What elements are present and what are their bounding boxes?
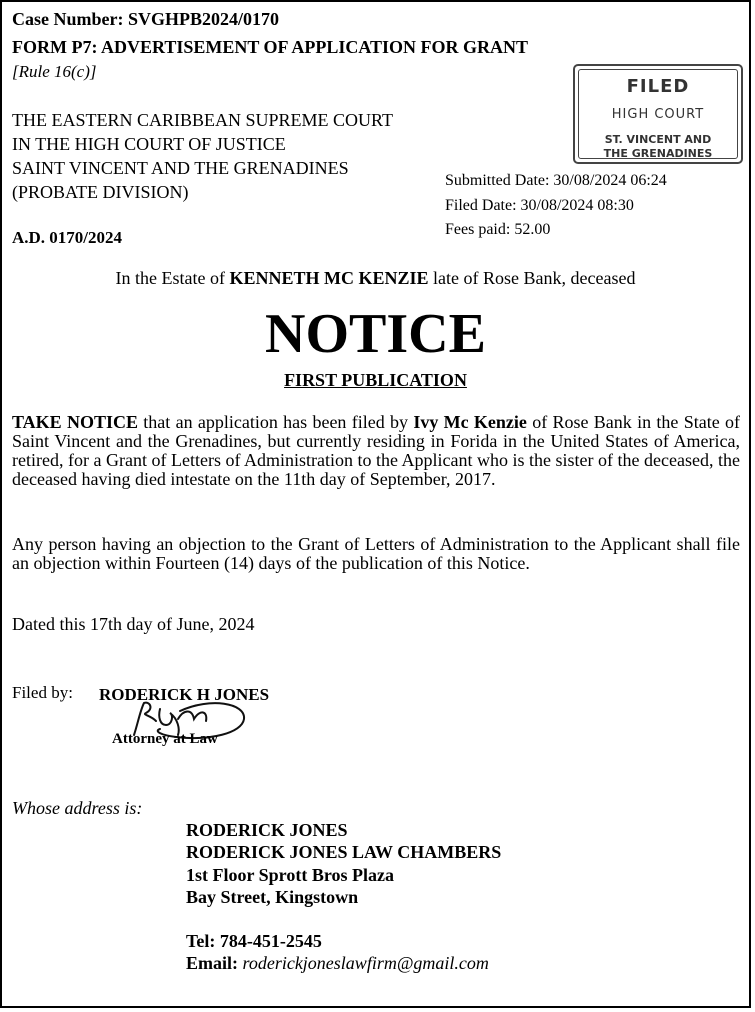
ad-number: A.D. 0170/2024 [12, 228, 123, 247]
email-value: roderickjoneslawfirm@gmail.com [238, 953, 489, 973]
address-tel: Tel: 784-451-2545 [186, 931, 322, 951]
attorney-name: RODERICK H JONES [99, 685, 270, 704]
estate-prefix: In the Estate of [115, 268, 230, 288]
court-division: IN THE HIGH COURT OF JUSTICE [12, 134, 286, 154]
applicant-name: Ivy Mc Kenzie [413, 412, 527, 432]
fees-paid: Fees paid: 52.00 [445, 221, 551, 238]
notice-paragraph [12, 413, 740, 489]
take-notice-lead: TAKE NOTICE [12, 412, 138, 432]
attorney-title: Attorney at Law [112, 731, 218, 747]
rule-reference: [Rule 16(c)] [12, 62, 97, 81]
stamp-court-label: HIGH COURT [611, 107, 705, 122]
case-number: Case Number: SVGHPB2024/0170 [12, 9, 279, 29]
stamp-location-line2: THE GRENADINES [603, 147, 713, 160]
publication-label: FIRST PUBLICATION [284, 370, 467, 390]
objection-paragraph: Any person having an objection to the Grant of Letters of Administration to the Applicant shall file an objection within Fourteen (14) days of the publication of this Notice. [12, 534, 740, 573]
notice-title: NOTICE [265, 303, 486, 365]
dated-line: Dated this 17th day of June, 2024 [12, 614, 255, 634]
court-name: THE EASTERN CARIBBEAN SUPREME COURT [12, 110, 393, 130]
filed-stamp [573, 64, 743, 164]
stamp-location-line1: ST. VINCENT AND [604, 133, 712, 146]
address-name: RODERICK JONES [186, 820, 348, 840]
submitted-date: Submitted Date: 30/08/2024 06:24 [445, 172, 667, 189]
estate-suffix: late of Rose Bank, deceased [428, 268, 636, 288]
filed-by-label: Filed by: [12, 683, 73, 702]
address-street1: 1st Floor Sprott Bros Plaza [186, 865, 394, 885]
paragraph-text: of Rose Bank in the State of Saint Vincent and the Grenadines, but currently residing in Forida in the United States of America, retired, for a Grant of Letters of Administration to the Applicant who is the sister of the deceased, the deceased having died intestate on the 11th day of September, 2017. [12, 412, 740, 489]
estate-line [2, 268, 749, 289]
paragraph-text: that an application has been filed by [138, 412, 414, 432]
email-label: Email: [186, 953, 238, 973]
address-email [186, 953, 489, 974]
form-title: FORM P7: ADVERTISEMENT OF APPLICATION FOR GRANT [12, 37, 529, 57]
address-label: Whose address is: [12, 798, 143, 818]
address-street2: Bay Street, Kingstown [186, 887, 359, 907]
address-firm: RODERICK JONES LAW CHAMBERS [186, 842, 502, 862]
stamp-filed-label: FILED [626, 76, 690, 97]
filed-date: Filed Date: 30/08/2024 08:30 [445, 197, 634, 214]
court-jurisdiction: SAINT VINCENT AND THE GRENADINES [12, 158, 349, 178]
deceased-name: KENNETH MC KENZIE [229, 268, 429, 288]
court-probate-division: (PROBATE DIVISION) [12, 182, 189, 202]
